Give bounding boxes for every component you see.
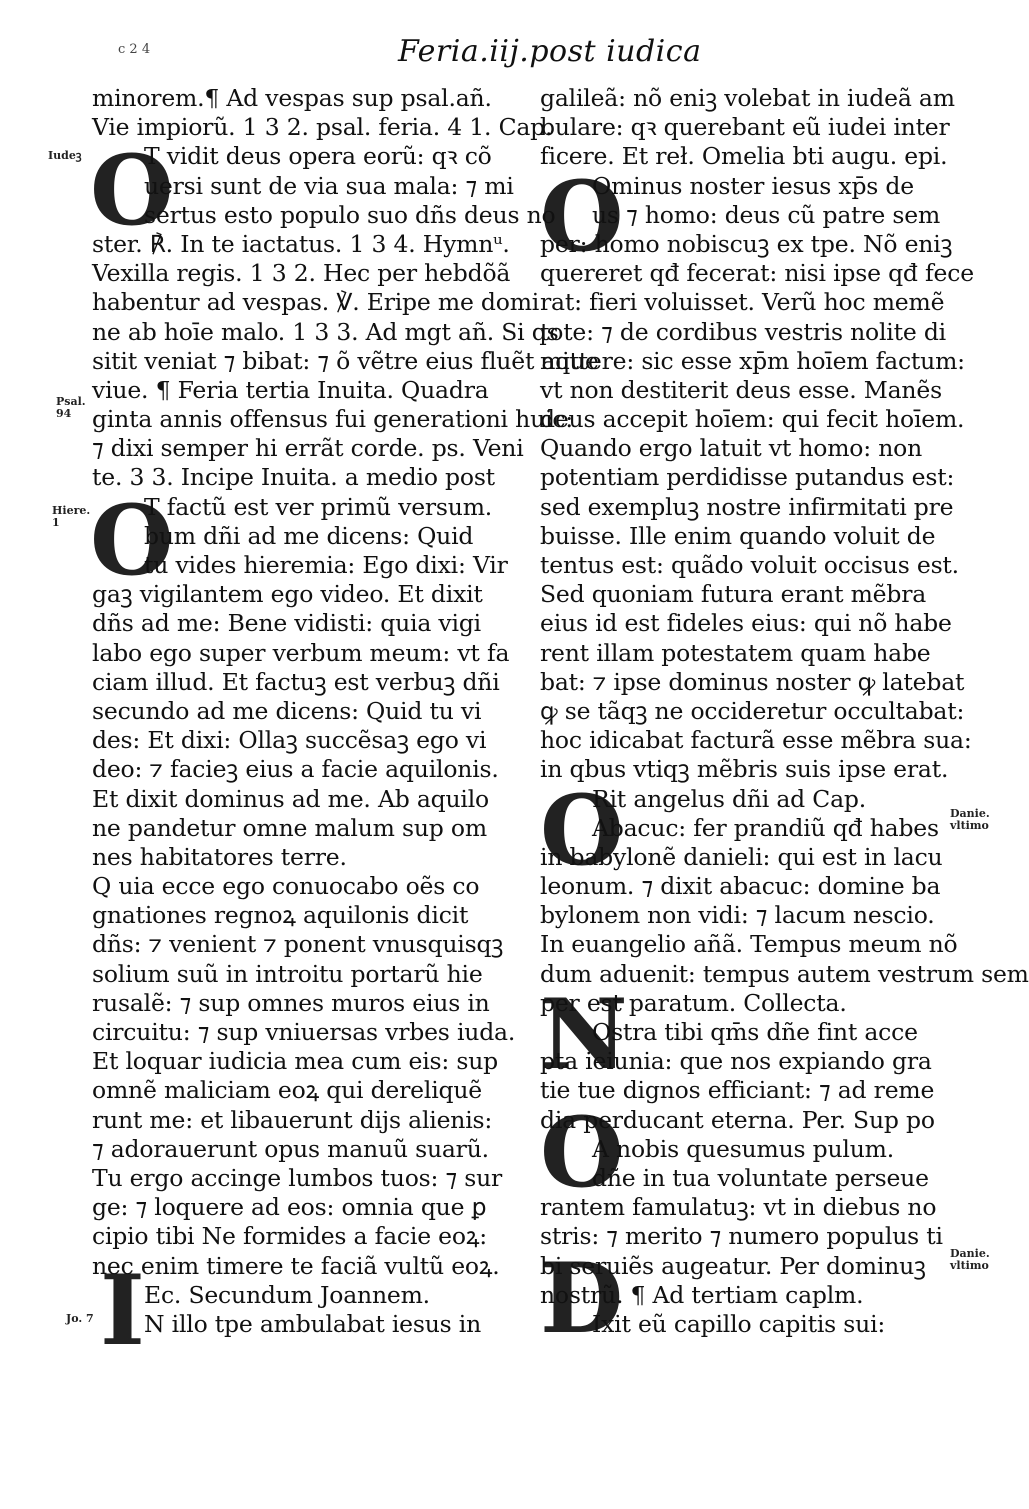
text-line: tentus est: quãdo voluit occisus est. [540, 551, 959, 579]
text-line: Abacuc: fer prandiũ qđ habes [592, 813, 939, 842]
text-line: Quando ergo latuit vt homo: non [540, 434, 923, 463]
text-line: secundo ad me dicens: Quid tu vi [92, 696, 482, 725]
initial-letter: D [540, 1242, 624, 1355]
text-line: solium suũ in introitu portarũ hie [92, 959, 483, 988]
text-line: tote: ⁊ de cordibus vestris nolite di [540, 317, 946, 346]
text-line: des: Et dixi: Ollaꝫ succẽsaꝫ ego vi [92, 726, 487, 755]
text-line: in qbus vtiqꝫ mẽbris suis ipse erat. [540, 755, 949, 784]
text-line: Q uia ecce ego conuocabo oẽs co [92, 872, 480, 901]
text-line: potentiam perdidisse putandus est: [540, 463, 955, 492]
text-line: vt non destiterit deus esse. Manẽs [540, 375, 942, 404]
text-line: Ominus noster iesus xp̄s de [592, 171, 914, 200]
text-line: dñs: ⁊ venient ⁊ ponent vnusquisqꝫ [92, 930, 504, 959]
text-line: dia perducant eterna. Per. Sup po [540, 1105, 935, 1134]
text-line: ster. ℟. In te iactatus. 1 3 4. Hymnᵘ. [92, 229, 510, 258]
text-line: tu vides hieremia: Ego dixi: Vir [144, 551, 508, 579]
text-line: bat: ⁊ ipse dominus noster ꝙ latebat [540, 667, 965, 696]
text-line: minorem.¶ Ad vespas sup psal.añ. [92, 84, 492, 112]
text-line: sitit veniat ⁊ bibat: ⁊ õ vẽtre eius fluẽt aque [92, 346, 599, 375]
text-line: Tu ergo accinge lumbos tuos: ⁊ sur [92, 1163, 503, 1192]
text-line: galileã: nõ eniꝫ volebat in iudeã am [540, 84, 955, 112]
text-line: nes habitatores terre. [92, 842, 347, 871]
text-line: cipio tibi Ne formides a facie eoꝝ: [92, 1222, 487, 1251]
text-line: ne ab hoīe malo. 1 3 3. Ad mgt añ. Si qs [92, 317, 559, 346]
text-line: per est paratum. Collecta. [540, 988, 847, 1017]
folio-mark: c 2 4 [118, 42, 151, 57]
initial-letter: O [540, 160, 624, 273]
text-line: In euangelio añã. Tempus meum nõ [540, 930, 958, 959]
text-line: nec enim timere te faciã vultũ eoꝝ. [92, 1251, 500, 1280]
text-line: labo ego super verbum meum: vt fa [92, 638, 510, 667]
text-line: T factũ est ver primũ versum. [144, 492, 493, 521]
text-line: tie tue dignos efficiant: ⁊ ad reme [540, 1076, 935, 1105]
text-line: stris: ⁊ merito ⁊ numero populus ti [540, 1222, 943, 1251]
text-line: leonum. ⁊ dixit abacuc: domine ba [540, 872, 941, 901]
text-line: sed exempluꝫ nostre infirmitati pre [540, 492, 954, 521]
text-line: rusalẽ: ⁊ sup omnes muros eius in [92, 988, 490, 1017]
text-line: rat: fieri voluisset. Verũ hoc memẽ [540, 288, 945, 317]
text-line: Et loquar iudicia mea cum eis: sup [92, 1047, 499, 1076]
margin-note: Danie. vltimo [950, 807, 990, 832]
text-line: bylonem non vidi: ⁊ lacum nescio. [540, 901, 935, 930]
text-line: ginta annis offensus fui generationi huic: [92, 405, 574, 434]
text-line: Vexilla regis. 1 3 2. Hec per hebdõã [92, 259, 511, 288]
text-line: gaꝫ vigilantem ego video. Et dixit [92, 580, 483, 609]
text-line: deo: ⁊ facieꝫ eius a facie aquilonis. [92, 755, 499, 784]
margin-note: Jo. 7 [66, 1312, 94, 1325]
margin-note: Psal. 94 [56, 395, 86, 420]
text-line: circuitu: ⁊ sup vniuersas vrbes iuda. [92, 1018, 516, 1046]
text-line: habentur ad vespas. ℣. Eripe me domi [92, 288, 540, 317]
text-line: ge: ⁊ loquere ad eos: omnia que ꝑ [92, 1193, 487, 1222]
text-line: deus accepit hoīem: qui fecit hoīem. [540, 405, 965, 434]
text-line: rantem famulatuꝫ: vt in diebus no [540, 1193, 937, 1222]
text-line: bi seruiẽs augeatur. Per dominuꝫ [540, 1251, 926, 1280]
text-line: ⁊ dixi semper hi errãt corde. ps. Veni [92, 434, 524, 463]
initial-letter: O [90, 134, 174, 247]
text-line: ne pandetur omne malum sup om [92, 813, 487, 842]
text-line: omnẽ maliciam eoꝝ qui dereliquẽ [92, 1076, 482, 1105]
text-line: dñe in tua voluntate perseue [592, 1163, 929, 1192]
initial-letter: O [540, 1096, 624, 1209]
text-line: viue. ¶ Feria tertia Inuita. Quadra [92, 375, 489, 404]
text-line: runt me: et libauerunt dijs alienis: [92, 1105, 493, 1134]
text-line: Et dixit dominus ad me. Ab aquilo [92, 784, 490, 813]
initial-letter: N [540, 978, 628, 1091]
text-line: Ec. Secundum Joannem. [144, 1280, 430, 1309]
initial-letter: I [100, 1254, 145, 1367]
running-title: Feria.iij.post iudica [398, 34, 702, 69]
text-line: Sed quoniam futura erant mẽbra [540, 580, 927, 609]
text-line: dum aduenit: tempus autem vestrum sem [540, 959, 1029, 988]
text-line: ꝙ se tãqꝫ ne occideretur occultabat: [540, 696, 965, 725]
text-line: Vie impiorũ. 1 3 2. psal. feria. 4 1. Cap. [92, 113, 553, 142]
text-line: sertus esto populo suo dñs deus no [144, 200, 556, 229]
text-line: eius id est fideles eius: qui nõ habe [540, 609, 952, 638]
text-line: ⁊ adorauerunt opus manuũ suarũ. [92, 1134, 489, 1163]
text-line: uersi sunt de via sua mala: ⁊ mi [144, 171, 514, 200]
text-line: Ixit eũ capillo capitis sui: [592, 1309, 886, 1338]
text-line: rent illam potestatem quam habe [540, 638, 931, 667]
text-line: bum dñi ad me dicens: Quid [144, 521, 474, 550]
left-text-column [92, 84, 599, 1339]
text-line: buisse. Ille enim quando voluit de [540, 521, 936, 550]
text-line: bulare: qꝛ querebant eũ iudei inter [540, 113, 950, 142]
text-line: quereret qđ fecerat: nisi ipse qđ fece [540, 259, 974, 288]
text-line: pta ieiunia: que nos expiando gra [540, 1047, 932, 1076]
initial-letter: O [540, 774, 624, 887]
text-line: gnationes regnoꝝ aquilonis dicit [92, 901, 469, 930]
text-line: Rit angelus dñi ad Cap. [592, 784, 866, 813]
margin-note: Iudeꝫ [48, 149, 82, 162]
text-line: hoc idicabat facturã esse mẽbra sua: [540, 726, 972, 755]
initial-letter: O [90, 484, 174, 597]
text-line: in babylonẽ danieli: qui est in lacu [540, 842, 943, 871]
text-line: us ⁊ homo: deus cũ patre sem [592, 200, 941, 229]
margin-note: Hiere. 1 [52, 504, 91, 529]
text-line: A nobis quesumus pulum. [592, 1134, 895, 1163]
text-line: mittere: sic esse xp̄m hoīem factum: [540, 346, 965, 375]
margin-note: Danie. vltimo [950, 1247, 990, 1272]
text-line: per: homo nobiscuꝫ ex tpe. Nõ eniꝫ [540, 229, 953, 258]
text-line: Ostra tibi qm̄s dñe fint acce [592, 1018, 918, 1046]
text-line: N illo tpe ambulabat iesus in [144, 1309, 482, 1338]
text-line: dñs ad me: Bene vidisti: quia vigi [92, 609, 481, 638]
text-line: ficere. Et reł. Omelia bti augu. epi. [540, 142, 948, 171]
text-line: T vidit deus opera eorũ: qꝛ cõ [144, 142, 492, 171]
text-line: nostrũ. ¶ Ad tertiam caplm. [540, 1280, 864, 1309]
text-line: te. 3 3. Incipe Inuita. a medio post [92, 463, 495, 492]
text-line: ciam illud. Et factuꝫ est verbuꝫ dñi [92, 667, 500, 696]
